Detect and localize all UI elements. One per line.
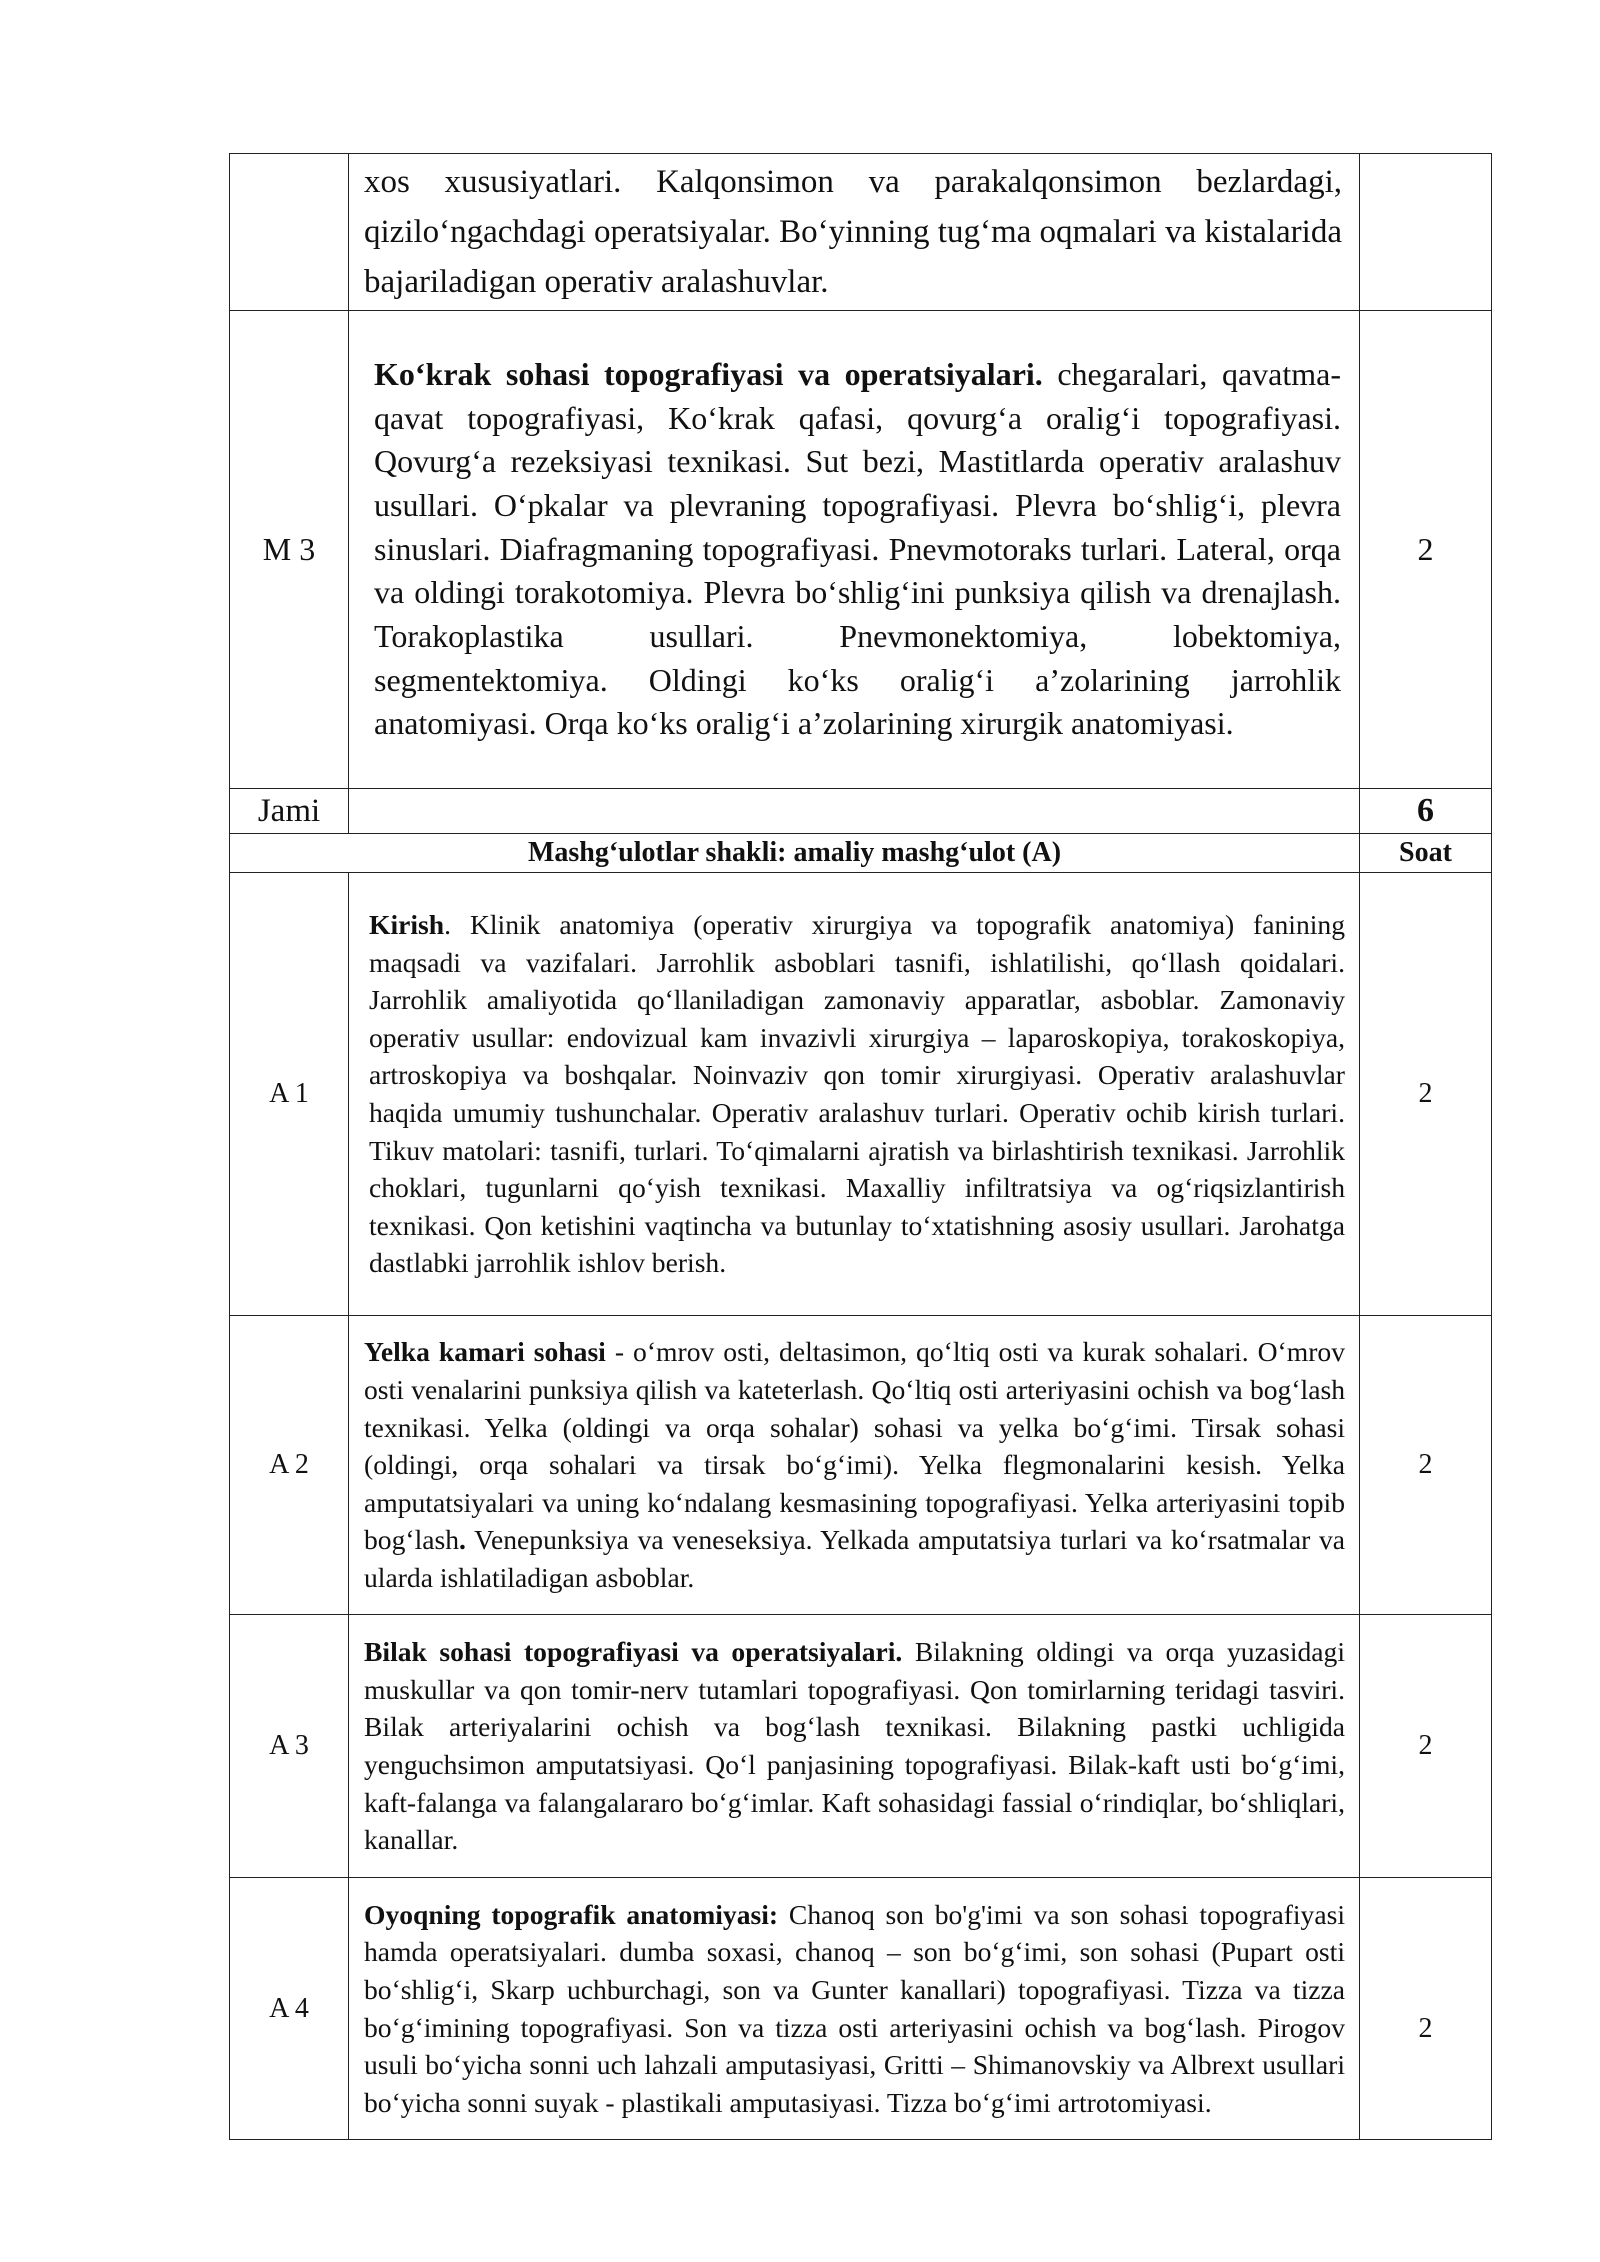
topic-text <box>349 1333 1359 1596</box>
row-topic <box>349 1316 1360 1615</box>
topic-text <box>349 1896 1359 2122</box>
row-topic <box>349 873 1360 1316</box>
row-hours: 2 <box>1360 1316 1492 1615</box>
topic-body: Chanoq son bo'g'imi va son sohasi topografiyasi hamda operatsiyalari. dumba soxasi, chanoq – son boʻgʻimi, son sohasi (Pupart osti boʻshligʻi, Skarp uchburchagi, son va Gunter kanallari) topografiyasi. Tizza va tizza boʻgʻimining topografiyasi. Son va tizza osti arteriyasini ochish va bogʻlash. Pirogov usuli boʻyicha sonni uch lahzali amputasiyasi, Gritti – Shimanovskiy va Albrext usullari boʻyicha sonni suyak - plastikali amputasiyasi. Tizza boʻgʻimi artrotomiyasi. <box>364 1898 1345 2118</box>
topic-dot: . <box>459 1524 466 1556</box>
row-code: M 3 <box>230 311 349 789</box>
section-header-title: Mashgʻulotlar shakli: amaliy mashgʻulot (A) <box>230 834 1360 873</box>
topic-text <box>349 1633 1359 1859</box>
topic-title: Koʻkrak sohasi topografiyasi va operatsiyalari. <box>374 355 1043 392</box>
topic-title: Yelka kamari sohasi <box>364 1336 606 1368</box>
table-row <box>230 311 1492 789</box>
topic-body: - oʻmrov osti, deltasimon, qoʻltiq osti va kurak sohalari. Oʻmrov osti venalarini punksiya qilish va kateterlash. Qoʻltiq osti arteriyasini ochish va bogʻlash texnikasi. Yelka (oldingi va orqa sohalar) sohasi va yelka boʻgʻimi. Tirsak sohasi (oldingi, orqa sohalari va tirsak boʻgʻimi). Yelka flegmonalarini kesish. Yelka amputatsiyalari va uning koʻndalang kesmasining topografiyasi. Yelka arteriyasini topib bogʻlash <box>364 1336 1345 1556</box>
row-topic <box>349 311 1360 789</box>
row-hours: 2 <box>1360 873 1492 1316</box>
row-hours: 2 <box>1360 1878 1492 2140</box>
jami-label: Jami <box>230 789 349 834</box>
row-hours: 2 <box>1360 311 1492 789</box>
section-header-row <box>230 834 1492 873</box>
row-code <box>230 154 349 311</box>
table-row <box>230 154 1492 311</box>
section-header-hours: Soat <box>1360 834 1492 873</box>
topic-title: Oyoqning topografik anatomiyasi: <box>364 1898 779 1930</box>
topic-body: chegaralari, qavatma-qavat topografiyasi, Koʻkrak qafasi, qovurgʻa oraligʻi topografiyasi. Qovurgʻa rezeksiyasi texnikasi. Sut bezi, Mastitlarda operativ aralashuv usullari. Oʻpkalar va plevraning topografiyasi. Plevra boʻshligʻi, plevra sinuslari. Diafragmaning topografiyasi. Pnevmotoraks turlari. Lateral, orqa va oldingi torakotomiya. Plevra boʻshligʻini punksiya qilish va drenajlash. Torakoplastika usullari. Pnevmonektomiya, lobektomiya, segmentektomiya. Oldingi koʻks oraligʻi a’zolarining jarrohlik anatomiyasi. Orqa koʻks oraligʻi a’zolarining xirurgik anatomiyasi. <box>374 355 1342 742</box>
row-code: A 1 <box>230 873 349 1316</box>
table-row <box>230 789 1492 834</box>
topic-text: xos xususiyatlari. Kalqonsimon va parakalqonsimon bezlardagi, qiziloʻngachdagi operatsiyalar. Boʻyinning tugʻma oqmalari va kistalarida bajariladigan operativ aralashuvlar. <box>364 164 1342 300</box>
topic-body: Bilakning oldingi va orqa yuzasidagi muskullar va qon tomir-nerv tutamlari topografiyasi. Qon tomirlarning teridagi tasviri. Bilak arteriyalarini ochish va bogʻlash texnikasi. Bilakning pastki uchligida yenguchsimon amputatsiyasi. Qoʻl panjasining topografiyasi. Bilak-kaft usti boʻgʻimi, kaft-falanga va falangalararo boʻgʻimlar. Kaft sohasidagi fassial oʻrindiqlar, boʻshliqlari, kanallar. <box>364 1636 1346 1856</box>
topic-body-2: Venepunksiya va veneseksiya. Yelkada amputatsiya turlari va koʻrsatmalar va ularda ishlatiladigan asboblar. <box>364 1524 1345 1593</box>
row-hours: 2 <box>1360 1615 1492 1878</box>
row-topic <box>349 1615 1360 1878</box>
jami-empty <box>349 789 1360 834</box>
table-row <box>230 1316 1492 1615</box>
row-code: A 2 <box>230 1316 349 1615</box>
syllabus-table <box>229 153 1492 2140</box>
jami-hours: 6 <box>1360 789 1492 834</box>
topic-body: . Klinik anatomiya (operativ xirurgiya va topografik anatomiya) fanining maqsadi va vazifalari. Jarrohlik asboblari tasnifi, ishlatilishi, qoʻllash qoidalari. Jarrohlik amaliyotida qoʻllaniladigan zamonaviy apparatlar, asboblar. Zamonaviy operativ usullar: endovizual kam invazivli xirurgiya – laparoskopiya, torakoskopiya, artroskopiya va boshqalar. Noinvaziv qon tomir xirurgiyasi. Operativ aralashuvlar haqida umumiy tushunchalar. Operativ aralashuv turlari. Operativ ochib kirish turlari. Tikuv matolari: tasnifi, turlari. Toʻqimalarni ajratish va birlashtirish texnikasi. Jarrohlik choklari, tugunlarni qoʻyish texnikasi. Maxalliy infiltratsiya va ogʻriqsizlantirish texnikasi. Qon ketishini vaqtincha va butunlay toʻxtatishning asosiy usullari. Jarohatga dastlabki jarrohlik ishlov berish. <box>369 909 1345 1279</box>
table-row <box>230 1878 1492 2140</box>
topic-text <box>349 906 1359 1282</box>
topic-title: Kirish <box>369 909 445 941</box>
topic-title: Bilak sohasi topografiyasi va operatsiyalari. <box>364 1636 903 1668</box>
row-code: A 3 <box>230 1615 349 1878</box>
topic-text <box>349 353 1359 746</box>
table-row <box>230 1615 1492 1878</box>
row-hours <box>1360 154 1492 311</box>
row-code: A 4 <box>230 1878 349 2140</box>
row-topic <box>349 1878 1360 2140</box>
row-topic <box>349 154 1360 311</box>
table-row <box>230 873 1492 1316</box>
